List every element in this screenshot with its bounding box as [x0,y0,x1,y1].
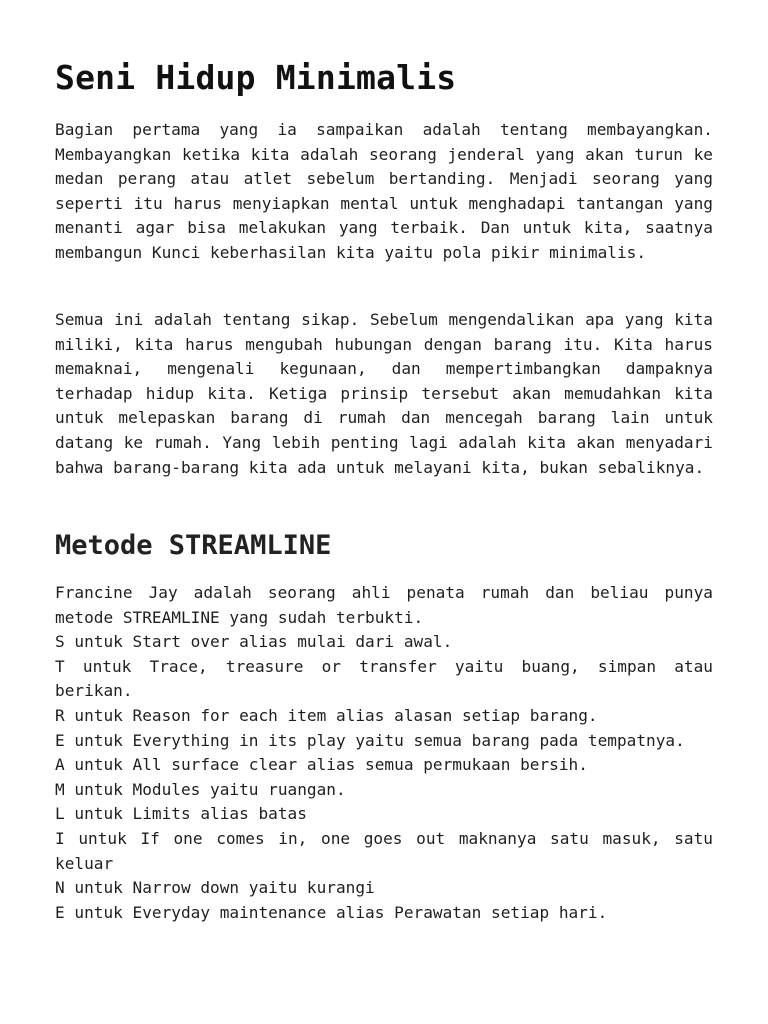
list-item-n: N untuk Narrow down yaitu kurangi [55,878,375,898]
list-item-m: M untuk Modules yaitu ruangan. [55,779,346,799]
streamline-method-list [55,581,713,925]
paragraph-imagining: Bagian pertama yang ia sampaikan adalah tentang membayangkan. Membayangkan ketika kita adalah seorang jenderal yang akan turun ke medan perang atau atlet sebelum bertanding. Menjadi seorang yang seperti itu harus menyiapkan mental untuk menghadapi tantangan yang menanti agar bisa melakukan yang terbaik. Dan untuk kita, saatnya membangun Kunci keberhasilan kita yaitu pola pikir minimalis. [55,120,713,262]
list-item-r: R untuk Reason for each item alias alasan setiap barang. [55,705,598,725]
list-item-e-everyday: E untuk Everyday maintenance alias Perawatan setiap hari. [55,902,608,922]
streamline-intro: Francine Jay adalah seorang ahli penata rumah dan beliau punya metode STREAMLINE yang sudah terbukti. [55,583,713,627]
paragraph-attitude: Semua ini adalah tentang sikap. Sebelum mengendalikan apa yang kita miliki, kita harus mengubah hubungan dengan barang itu. Kita harus memaknai, mengenali kegunaan, dan mempertimbangkan dampaknya terhadap hidup kita. Ketiga prinsip tersebut akan memudahkan kita untuk melepaskan barang di rumah dan mencegah barang lain untuk datang ke rumah. Yang lebih penting lagi adalah kita akan menyadari bahwa barang-barang kita ada untuk melayani kita, bukan sebaliknya. [55,310,713,477]
list-item-e-everything: E untuk Everything in its play yaitu semua barang pada tempatnya. [55,730,685,750]
list-item-l: L untuk Limits alias batas [55,804,307,824]
section-heading-streamline: Metode STREAMLINE [55,530,332,561]
list-item-t: T untuk Trace, treasure or transfer yaitu buang, simpan atau berikan. [55,656,713,701]
list-item-a: A untuk All surface clear alias semua permukaan bersih. [55,755,588,775]
list-item-i: I untuk If one comes in, one goes out maknanya satu masuk, satu keluar [55,828,713,873]
list-item-s: S untuk Start over alias mulai dari awal. [55,632,453,652]
document-title: Seni Hidup Minimalis [55,58,457,97]
